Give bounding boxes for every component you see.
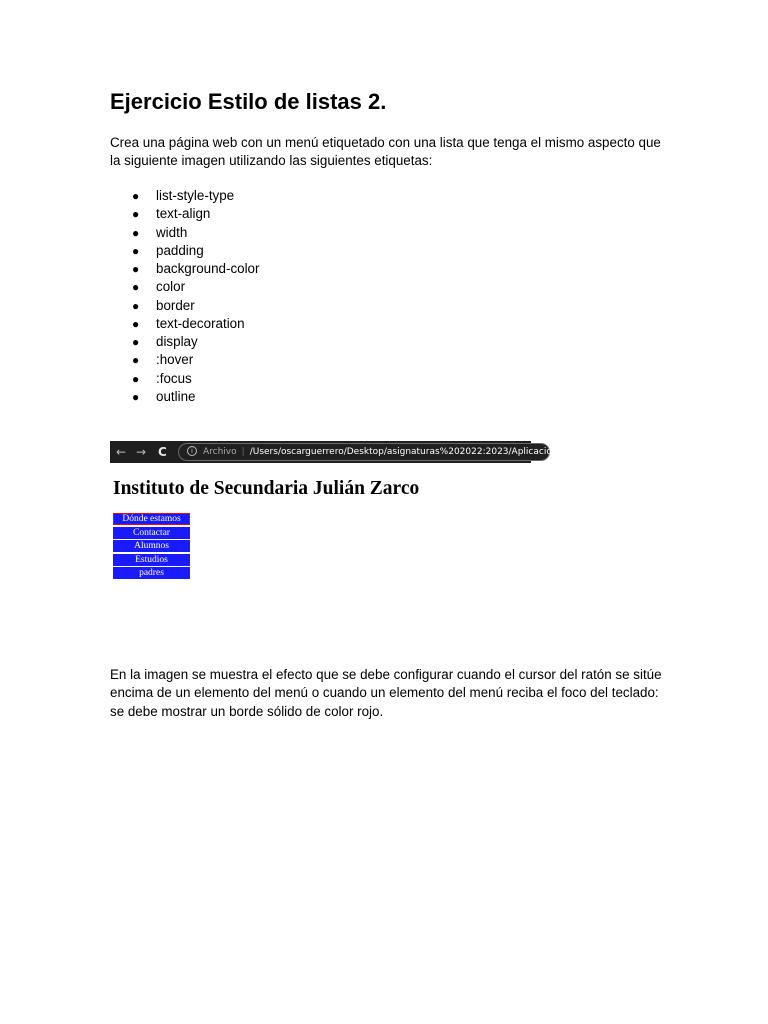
- list-item-label: text-decoration: [156, 315, 245, 331]
- list-item-label: width: [156, 224, 188, 240]
- menu-item: [113, 554, 190, 568]
- list-item: [110, 224, 259, 242]
- menu-item: [113, 513, 190, 527]
- list-item: [110, 315, 259, 333]
- bullet-icon: ●: [132, 189, 140, 203]
- list-item-label: :hover: [156, 352, 194, 368]
- menu-list: [113, 513, 190, 581]
- list-item: [110, 333, 259, 351]
- menu-link-donde-estamos[interactable]: Dónde estamos: [113, 513, 190, 525]
- menu-item: [113, 540, 190, 554]
- bullet-icon: ●: [132, 371, 140, 386]
- list-item: [110, 297, 259, 315]
- intro-paragraph: Crea una página web con un menú etiquetado con una lista que tenga el mismo aspecto que la siguiente imagen utilizando las siguientes etiquetas:: [110, 135, 661, 169]
- url-path: /Users/oscarguerrero/Desktop/asignaturas%202022:2023/Aplicaciones: [249, 447, 568, 457]
- menu-item: [113, 527, 190, 541]
- bullet-icon: ●: [132, 262, 140, 276]
- list-item-label: color: [156, 279, 186, 295]
- bullet-icon: ●: [132, 207, 140, 222]
- bullet-icon: ●: [132, 335, 140, 349]
- menu-link-estudios[interactable]: Estudios: [113, 554, 190, 566]
- list-item-label: background-color: [156, 261, 260, 276]
- bullet-icon: ●: [132, 316, 140, 331]
- url-scheme-label: Archivo: [203, 447, 237, 457]
- bullet-icon: ●: [132, 389, 140, 404]
- list-item: [110, 388, 259, 406]
- list-item: [110, 260, 259, 278]
- forward-icon[interactable]: →: [136, 445, 147, 459]
- page-title: Ejercicio Estilo de listas 2.: [110, 89, 387, 114]
- bullet-icon: ●: [132, 353, 140, 368]
- list-item-label: padding: [156, 242, 204, 258]
- menu-item: [113, 567, 190, 581]
- screenshot-heading: Instituto de Secundaria Julián Zarco: [113, 478, 420, 499]
- bullet-icon: ●: [132, 225, 140, 240]
- bullet-icon: ●: [132, 280, 140, 295]
- bullet-icon: ●: [132, 298, 140, 313]
- url-separator: |: [241, 447, 245, 457]
- back-icon[interactable]: ←: [116, 445, 127, 459]
- browser-address-bar: [110, 441, 568, 463]
- reload-icon[interactable]: C: [158, 445, 167, 459]
- list-item: [110, 205, 259, 223]
- bullet-icon: ●: [132, 243, 140, 258]
- list-item-label: border: [156, 297, 195, 313]
- menu-link-contactar[interactable]: Contactar: [113, 527, 190, 539]
- list-item: [110, 278, 259, 296]
- list-item: [110, 242, 259, 260]
- list-item-label: list-style-type: [156, 188, 235, 203]
- list-item: [110, 351, 259, 369]
- list-item: [110, 187, 259, 205]
- outro-paragraph: En la imagen se muestra el efecto que se debe configurar cuando el cursor del ratón se sitúe encima de un elemento del menú o cuando un elemento del menú reciba el foco del teclado: se debe mostrar un borde sólido de color rojo.: [110, 667, 662, 719]
- menu-link-alumnos[interactable]: Alumnos: [113, 540, 190, 552]
- list-item-label: display: [156, 334, 198, 349]
- info-icon[interactable]: i: [187, 446, 197, 456]
- list-item-label: :focus: [156, 370, 192, 386]
- css-property-list: [110, 187, 259, 406]
- menu-link-padres[interactable]: padres: [113, 567, 190, 579]
- list-item: [110, 370, 259, 388]
- url-field[interactable]: [178, 443, 568, 461]
- list-item-label: text-align: [156, 206, 211, 222]
- list-item-label: outline: [156, 388, 196, 404]
